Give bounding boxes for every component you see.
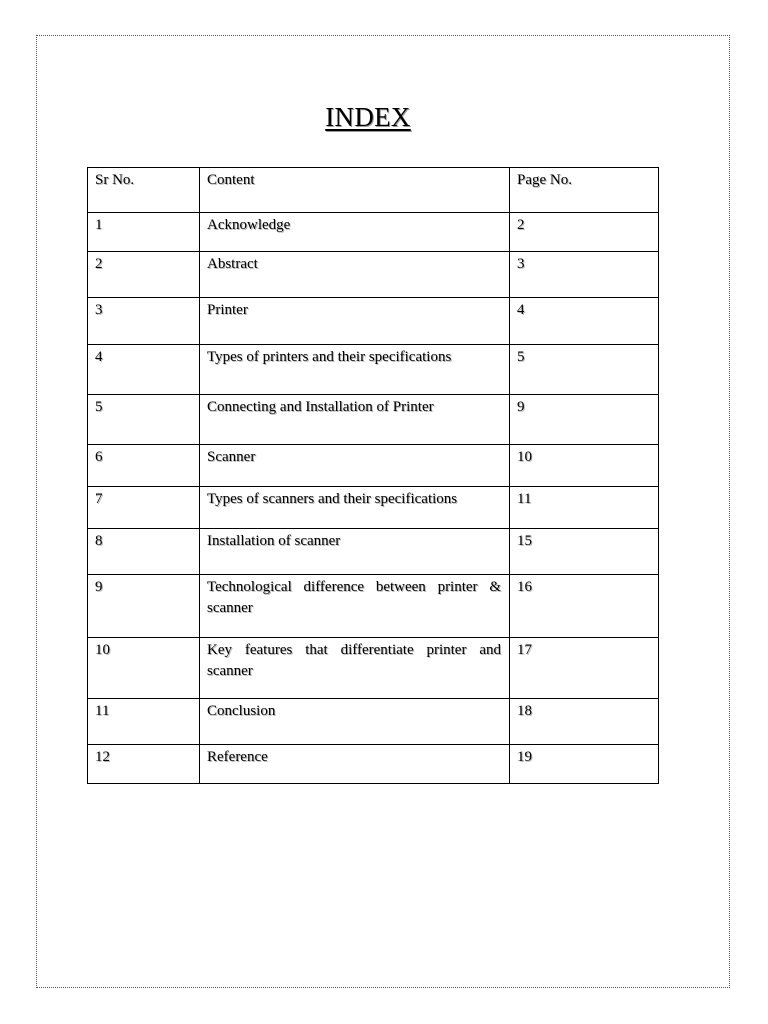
- header-sr-no: Sr No.: [88, 168, 200, 213]
- row-content: Abstract: [200, 252, 510, 298]
- row-content: Types of scanners and their specifications: [200, 487, 510, 529]
- table-row: [88, 345, 659, 395]
- table-row: [88, 298, 659, 345]
- row-sr-no: 11: [88, 699, 200, 745]
- row-page-no: 2: [510, 213, 659, 252]
- row-sr-no: 3: [88, 298, 200, 345]
- row-content: Key features that differentiate printer and scanner: [200, 638, 510, 699]
- table-row: [88, 575, 659, 638]
- row-content: Acknowledge: [200, 213, 510, 252]
- row-page-no: 10: [510, 445, 659, 487]
- row-sr-no: 12: [88, 745, 200, 784]
- header-content: Content: [200, 168, 510, 213]
- row-page-no: 3: [510, 252, 659, 298]
- row-page-no: 19: [510, 745, 659, 784]
- table-row: [88, 699, 659, 745]
- row-sr-no: 6: [88, 445, 200, 487]
- row-sr-no: 8: [88, 529, 200, 575]
- row-sr-no: 5: [88, 395, 200, 445]
- row-page-no: 16: [510, 575, 659, 638]
- row-page-no: 15: [510, 529, 659, 575]
- row-content: Reference: [200, 745, 510, 784]
- table-row: [88, 638, 659, 699]
- row-content: Technological difference between printer & scanner: [200, 575, 510, 638]
- row-sr-no: 7: [88, 487, 200, 529]
- row-page-no: 11: [510, 487, 659, 529]
- row-sr-no: 9: [88, 575, 200, 638]
- table-header-row: [88, 168, 659, 213]
- row-page-no: 5: [510, 345, 659, 395]
- page-title: INDEX: [325, 102, 411, 132]
- table-row: [88, 445, 659, 487]
- row-content: Conclusion: [200, 699, 510, 745]
- row-content: Installation of scanner: [200, 529, 510, 575]
- table-row: [88, 395, 659, 445]
- row-sr-no: 10: [88, 638, 200, 699]
- row-content: Printer: [200, 298, 510, 345]
- row-content: Connecting and Installation of Printer: [200, 395, 510, 445]
- row-content: Types of printers and their specifications: [200, 345, 510, 395]
- index-table: [87, 167, 659, 784]
- row-sr-no: 2: [88, 252, 200, 298]
- row-sr-no: 1: [88, 213, 200, 252]
- row-sr-no: 4: [88, 345, 200, 395]
- row-page-no: 18: [510, 699, 659, 745]
- header-page-no: Page No.: [510, 168, 659, 213]
- table-row: [88, 213, 659, 252]
- table-row: [88, 745, 659, 784]
- row-page-no: 17: [510, 638, 659, 699]
- table-row: [88, 252, 659, 298]
- row-content: Scanner: [200, 445, 510, 487]
- row-page-no: 4: [510, 298, 659, 345]
- table-row: [88, 529, 659, 575]
- table-row: [88, 487, 659, 529]
- row-page-no: 9: [510, 395, 659, 445]
